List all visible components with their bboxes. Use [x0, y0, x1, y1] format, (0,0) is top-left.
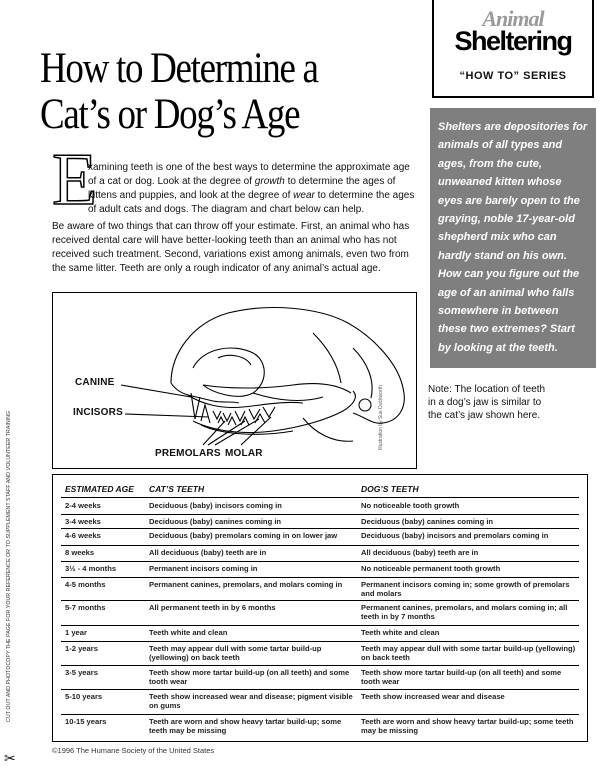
age-cell: 4-5 months [65, 580, 106, 589]
age-cell: 1 year [65, 628, 87, 637]
title-line-2: Cat’s or Dog’s Age [40, 91, 300, 138]
scissors-icon: ✂ [4, 750, 16, 766]
header-cats-teeth: CAT’S TEETH [149, 484, 205, 494]
dog-teeth-cell: No noticeable tooth growth [361, 501, 460, 510]
sidebar-callout [430, 108, 596, 368]
cat-teeth-cell: Teeth are worn and show heavy tartar build-up; some teeth may be missing [149, 717, 342, 736]
cat-teeth-cell: Teeth show increased wear and disease; pigment visible on gums [149, 692, 353, 711]
dog-teeth-cell: Deciduous (baby) canines coming in [361, 517, 494, 526]
copyright: ©1996 The Humane Society of the United States [52, 746, 215, 755]
age-cell: 1-2 years [65, 644, 98, 653]
page-title [40, 46, 367, 138]
masthead [432, 0, 594, 98]
cat-teeth-cell: Teeth show more tartar build-up (on all teeth) and some tooth wear [149, 668, 350, 687]
dog-teeth-cell: Deciduous (baby) incisors and premolars coming in [361, 531, 549, 540]
age-cell: 3-4 weeks [65, 517, 101, 526]
dog-teeth-cell: Teeth show more tartar build-up (on all teeth) and some tooth wear [361, 668, 562, 687]
cat-teeth-cell: Deciduous (baby) canines coming in [149, 517, 282, 526]
intro-paragraph-2: Be aware of two things that can throw off your estimate. First, an animal who has received dental care will have better-looking teeth than an animal who has not received such treatment. Second, variations exist among animals, even two from the same litter. Teeth are only a rough indicator of any animal’s actual age. [52, 221, 410, 274]
cat-teeth-cell: All deciduous (baby) teeth are in [149, 548, 267, 557]
cat-teeth-cell: Deciduous (baby) premolars coming in on lower jaw [149, 531, 338, 540]
title-line-1: How to Determine a [40, 45, 318, 92]
cat-teeth-cell: Teeth may appear dull with some tartar build-up (yellowing) on back teeth [149, 644, 322, 663]
age-cell: 5-7 months [65, 603, 106, 612]
dog-teeth-cell: Permanent canines, premolars, and molars coming in; all teeth in by 7 months [361, 603, 568, 622]
age-cell: 5-10 years [65, 692, 103, 701]
row-divider [61, 600, 579, 601]
row-divider [61, 577, 579, 578]
label-molar: MOLAR [225, 448, 263, 459]
header-divider [61, 497, 579, 498]
row-divider [61, 561, 579, 562]
dog-teeth-cell: Teeth white and clean [361, 628, 440, 637]
age-cell: 10-15 years [65, 717, 107, 726]
row-divider [61, 641, 579, 642]
dog-teeth-cell: All deciduous (baby) teeth are in [361, 548, 479, 557]
age-cell: 8 weeks [65, 548, 95, 557]
cat-teeth-cell: All permanent teeth in by 6 months [149, 603, 276, 612]
age-cell: 3½ - 4 months [65, 564, 117, 573]
label-canine: CANINE [75, 377, 115, 388]
dog-teeth-cell: Teeth may appear dull with some tartar build-up (yellowing) on back teeth [361, 644, 576, 663]
dog-teeth-cell: Teeth are worn and show heavy tartar build-up; some teeth may be missing [361, 717, 574, 736]
header-dogs-teeth: DOG’S TEETH [361, 484, 419, 494]
cat-teeth-cell: Deciduous (baby) incisors coming in [149, 501, 282, 510]
row-divider [61, 545, 579, 546]
skull-diagram [52, 292, 417, 469]
dog-teeth-cell: Permanent incisors coming in; some growth of premolars and molars [361, 580, 570, 599]
row-divider [61, 665, 579, 666]
brand-main: Sheltering [454, 26, 572, 56]
row-divider [61, 514, 579, 515]
series-label: “HOW TO” SERIES [459, 70, 567, 82]
row-divider [61, 528, 579, 529]
label-incisors: INCISORS [73, 407, 123, 418]
age-cell: 3-5 years [65, 668, 98, 677]
diagram-note: Note: The location of teeth in a dog’s jaw is similar to the cat’s jaw shown here. [428, 384, 546, 421]
brand-top: Animal [482, 6, 544, 31]
drop-cap: E [52, 139, 98, 221]
age-table [52, 474, 588, 742]
intro-paragraph-1: xamining teeth is one of the best ways to determine the approximate age of a cat or dog. Look at the degree of growth to determine the ages of kittens and puppies, and look at the degree of wear to determine the ages of adult cats and dogs. The diagram and chart below can help. [88, 162, 415, 215]
label-premolars: PREMOLARS [155, 448, 221, 459]
cat-teeth-cell: Permanent canines, premolars, and molars coming in [149, 580, 343, 589]
dog-teeth-cell: Teeth show increased wear and disease [361, 692, 505, 701]
age-cell: 4-6 weeks [65, 531, 101, 540]
row-divider [61, 625, 579, 626]
side-instruction: CUT OUT AND PHOTOCOPY THE PAGE FOR YOUR REFERENCE OR TO SUPPLEMENT STAFF AND VOLUNTEER TRAINING [6, 410, 12, 722]
cat-teeth-cell: Permanent incisors coming in [149, 564, 258, 573]
age-cell: 2-4 weeks [65, 501, 101, 510]
row-divider [61, 714, 579, 715]
illustration-credit: Illustration by Sue Duckworth [378, 385, 384, 450]
row-divider [61, 689, 579, 690]
cat-teeth-cell: Teeth white and clean [149, 628, 228, 637]
dog-teeth-cell: No noticeable permanent tooth growth [361, 564, 501, 573]
header-estimated-age: ESTIMATED AGE [65, 484, 134, 494]
sidebar-text: Shelters are depositories for animals of all types and ages, from the cute, unweaned kitten whose eyes are barely open to the graying, noble 17-year-old shepherd mix who can hardly stand on his own. How can you figure out the age of an animal who falls somewhere in between these two extremes? Start by looking at the teeth. [438, 121, 588, 354]
